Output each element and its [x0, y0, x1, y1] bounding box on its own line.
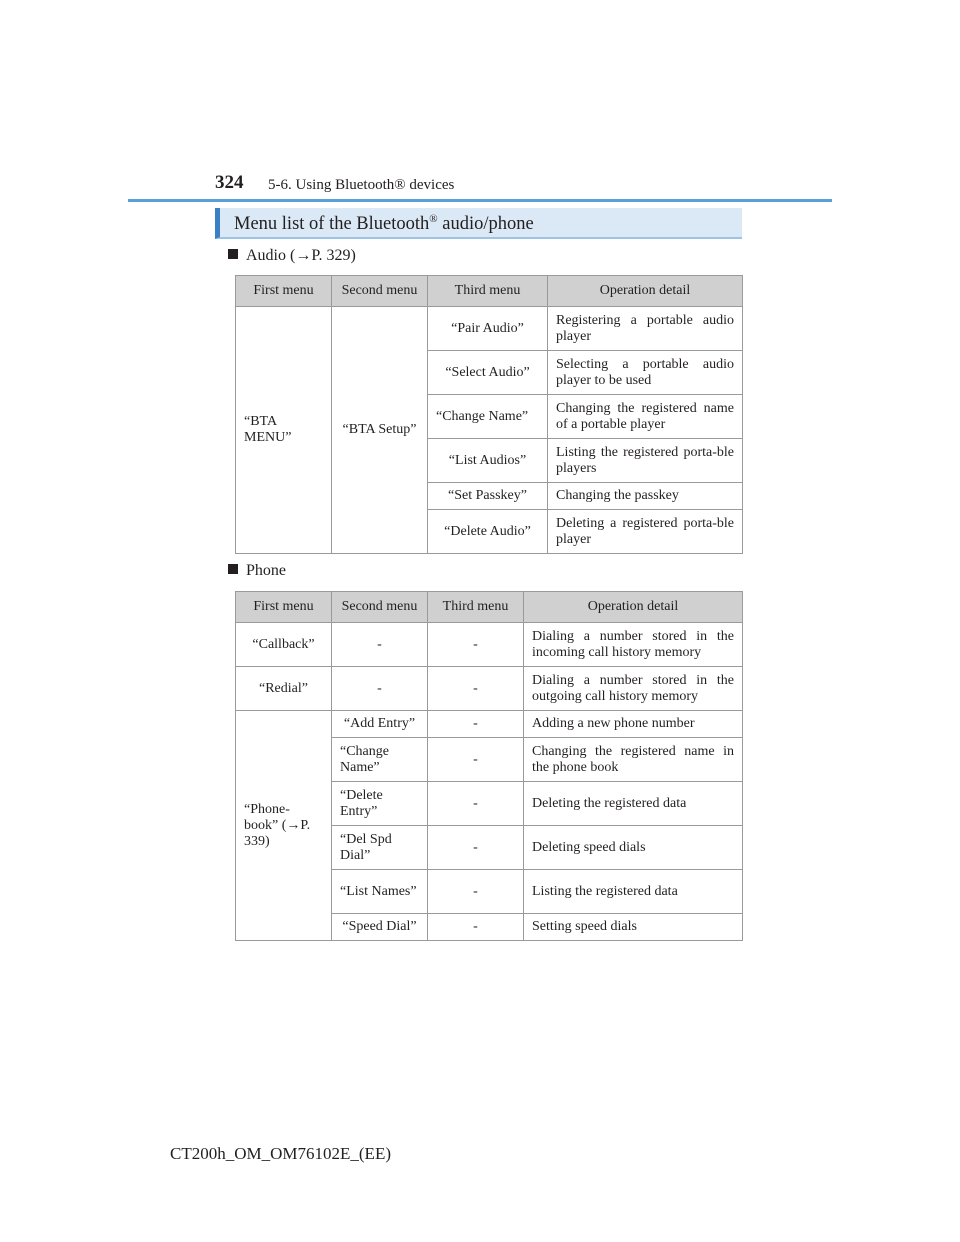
registered-mark: ® [429, 213, 438, 225]
second-menu-cell: - [332, 667, 428, 711]
heading-band [215, 208, 742, 239]
operation-detail-cell: Dialing a number stored in the incoming call history memory [524, 623, 743, 667]
operation-detail-cell: Adding a new phone number [524, 711, 743, 738]
operation-detail-cell: Changing the passkey [548, 483, 743, 510]
table-header-row [236, 276, 743, 307]
column-header: First menu [236, 592, 332, 623]
column-header: Second menu [332, 276, 428, 307]
heading-title-suffix: audio/phone [437, 214, 534, 235]
operation-detail-cell: Changing the registered name of a portable player [548, 395, 743, 439]
third-menu-cell: “Select Audio” [428, 351, 548, 395]
first-menu-cell: “Redial” [236, 667, 332, 711]
third-menu-cell: - [428, 738, 524, 782]
page-heading [234, 213, 534, 235]
second-menu-cell: “Change Name” [332, 738, 428, 782]
page-number: 324 [215, 172, 244, 193]
first-menu-cell: “Callback” [236, 623, 332, 667]
audio-menu-table [235, 275, 743, 554]
operation-detail-cell: Listing the registered data [524, 870, 743, 914]
table-row [236, 711, 743, 738]
operation-detail-cell: Deleting the registered data [524, 782, 743, 826]
column-header: Operation detail [524, 592, 743, 623]
phone-label: Phone [246, 562, 286, 579]
operation-detail-cell: Selecting a portable audio player to be used [548, 351, 743, 395]
header-divider [128, 199, 832, 202]
third-menu-cell: - [428, 623, 524, 667]
operation-detail-cell: Deleting speed dials [524, 826, 743, 870]
operation-detail-cell: Listing the registered porta-ble players [548, 439, 743, 483]
third-menu-cell: “Set Passkey” [428, 483, 548, 510]
second-menu-cell: - [332, 623, 428, 667]
table-row [236, 307, 743, 351]
phone-subsection-label [228, 562, 286, 580]
third-menu-cell: - [428, 914, 524, 941]
operation-detail-cell: Deleting a registered porta-ble player [548, 510, 743, 554]
third-menu-cell: “Pair Audio” [428, 307, 548, 351]
first-menu-cell: “BTA MENU” [236, 307, 332, 554]
audio-label: Audio (→P. 329) [246, 247, 356, 264]
column-header: Second menu [332, 592, 428, 623]
audio-subsection-label [228, 247, 356, 265]
section-title: 5-6. Using Bluetooth® devices [268, 177, 455, 193]
operation-detail-cell: Registering a portable audio player [548, 307, 743, 351]
column-header: First menu [236, 276, 332, 307]
third-menu-cell: - [428, 826, 524, 870]
square-bullet-icon [228, 564, 238, 574]
operation-detail-cell: Dialing a number stored in the outgoing call history memory [524, 667, 743, 711]
document-code: CT200h_OM_OM76102E_(EE) [170, 1144, 391, 1163]
table-row [236, 667, 743, 711]
second-menu-cell: “Speed Dial” [332, 914, 428, 941]
heading-title: Menu list of the Bluetooth [234, 214, 430, 235]
operation-detail-cell: Setting speed dials [524, 914, 743, 941]
second-menu-cell: “Add Entry” [332, 711, 428, 738]
operation-detail-cell: Changing the registered name in the phone book [524, 738, 743, 782]
second-menu-cell: “Del Spd Dial” [332, 826, 428, 870]
third-menu-cell: “Change Name” [428, 395, 548, 439]
third-menu-cell: - [428, 711, 524, 738]
third-menu-cell: “Delete Audio” [428, 510, 548, 554]
square-bullet-icon [228, 249, 238, 259]
phone-menu-table [235, 591, 743, 941]
table-row [236, 623, 743, 667]
column-header: Third menu [428, 276, 548, 307]
first-menu-cell: “Phone-book” (→P. 339) [236, 711, 332, 941]
third-menu-cell: - [428, 667, 524, 711]
second-menu-cell: “BTA Setup” [332, 307, 428, 554]
column-header: Third menu [428, 592, 524, 623]
third-menu-cell: - [428, 782, 524, 826]
third-menu-cell: “List Audios” [428, 439, 548, 483]
third-menu-cell: - [428, 870, 524, 914]
second-menu-cell: “Delete Entry” [332, 782, 428, 826]
second-menu-cell: “List Names” [332, 870, 428, 914]
column-header: Operation detail [548, 276, 743, 307]
table-header-row [236, 592, 743, 623]
